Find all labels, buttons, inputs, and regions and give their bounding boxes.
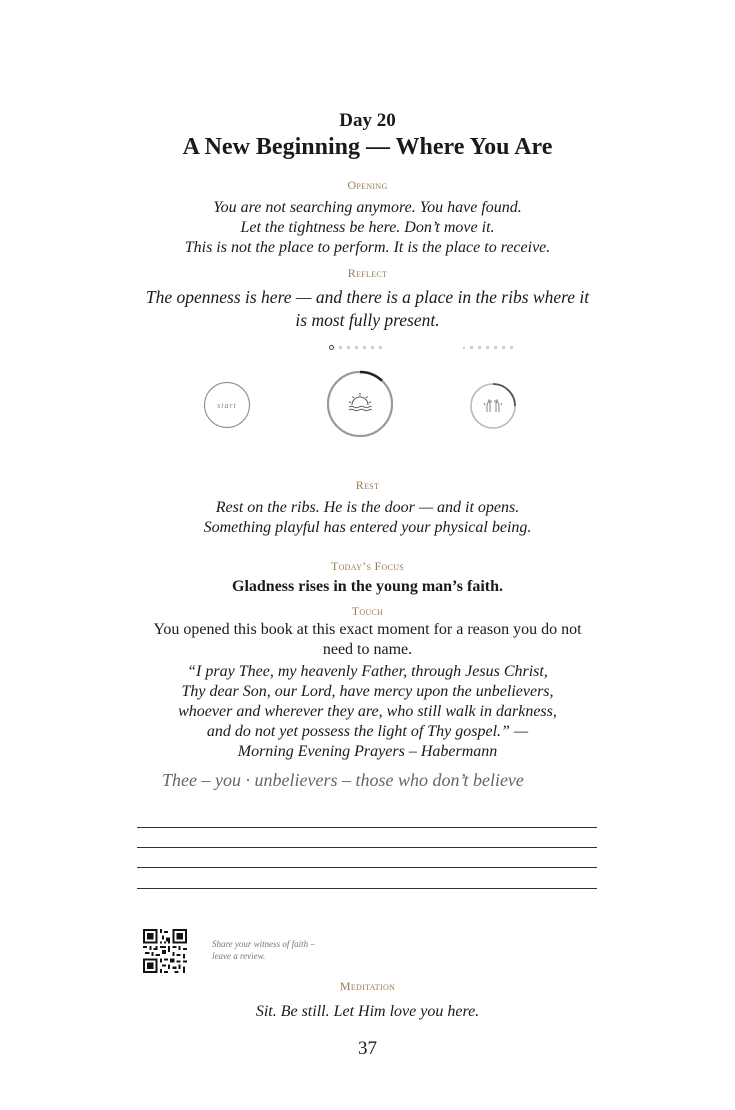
step-dot[interactable] — [470, 346, 473, 349]
day-label: Day 20 — [339, 110, 396, 131]
review-line: leave a review. — [212, 951, 266, 961]
progress-arc — [360, 372, 382, 381]
prayer-button[interactable] — [468, 381, 518, 431]
step-dot[interactable] — [463, 347, 465, 349]
rest-heading: Rest — [355, 478, 380, 492]
touch-heading: Touch — [351, 604, 384, 618]
quote-line: whoever and wherever they are, who still walk in darkness, — [178, 703, 557, 720]
step-dot[interactable] — [363, 346, 366, 349]
focus-text: Gladness rises in the young man’s faith. — [232, 578, 503, 595]
opening-line: Let the tightness be here. Don’t move it. — [240, 219, 495, 236]
step-dot[interactable] — [510, 346, 513, 349]
reflect-line: The openness is here — and there is a place in the ribs where it — [145, 287, 590, 307]
opening-line: You are not searching anymore. You have found. — [213, 199, 522, 216]
step-dot[interactable] — [502, 346, 505, 349]
writing-line[interactable] — [137, 867, 597, 868]
word-gloss: Thee – you · unbelievers – those who don’t believe — [162, 770, 524, 790]
touch-line: need to name. — [322, 641, 413, 658]
right-step-dots — [463, 346, 513, 349]
praying-hands-icon — [484, 400, 502, 412]
quote-line: “I pray Thee, my heavenly Father, through Jesus Christ, — [187, 663, 548, 680]
meditation-heading: Meditation — [339, 979, 396, 993]
left-step-dots — [329, 345, 382, 350]
writing-line[interactable] — [137, 888, 597, 889]
opening-line: This is not the place to perform. It is the place to receive. — [184, 239, 551, 256]
start-button[interactable]: start — [204, 382, 250, 428]
opening-text — [0, 198, 735, 258]
step-dot[interactable] — [494, 346, 497, 349]
center-play-button[interactable] — [325, 369, 395, 439]
reflect-line: is most fully present. — [295, 310, 440, 330]
step-dot[interactable] — [371, 346, 374, 349]
step-dot[interactable] — [478, 346, 481, 349]
progress-track — [328, 372, 392, 436]
touch-line: You opened this book at this exact moment for a reason you do not — [153, 621, 582, 638]
page-title: A New Beginning — Where You Are — [182, 134, 553, 160]
qr-code[interactable] — [143, 929, 187, 973]
quote-line: Thy dear Son, our Lord, have mercy upon the unbelievers, — [181, 683, 554, 700]
quote-attribution: Morning Evening Prayers – Habermann — [237, 743, 498, 760]
writing-line[interactable] — [137, 847, 597, 848]
step-dot[interactable] — [355, 346, 358, 349]
writing-line[interactable] — [137, 827, 597, 828]
reflect-text — [0, 286, 735, 332]
rest-line: Something playful has entered your physical being. — [203, 519, 532, 536]
page-number: 37 — [358, 1038, 377, 1059]
step-dot[interactable] — [347, 346, 350, 349]
review-line: Share your witness of faith – — [212, 939, 315, 949]
review-prompt — [212, 938, 342, 962]
step-dot[interactable] — [339, 346, 342, 349]
opening-heading: Opening — [347, 178, 388, 192]
step-dot-active[interactable] — [329, 345, 334, 350]
meditation-text: Sit. Be still. Let Him love you here. — [255, 1003, 480, 1020]
rest-text — [0, 498, 735, 538]
step-dot[interactable] — [379, 346, 382, 349]
quote-line: and do not yet possess the light of Thy gospel.” — — [206, 723, 529, 740]
rest-line: Rest on the ribs. He is the door — and it opens. — [215, 499, 520, 516]
reflect-heading: Reflect — [347, 266, 388, 280]
prayer-quote — [0, 662, 735, 762]
focus-heading: Today’s Focus — [330, 559, 405, 573]
touch-text — [0, 620, 735, 660]
sunrise-icon — [349, 393, 371, 411]
step-dot[interactable] — [486, 346, 489, 349]
